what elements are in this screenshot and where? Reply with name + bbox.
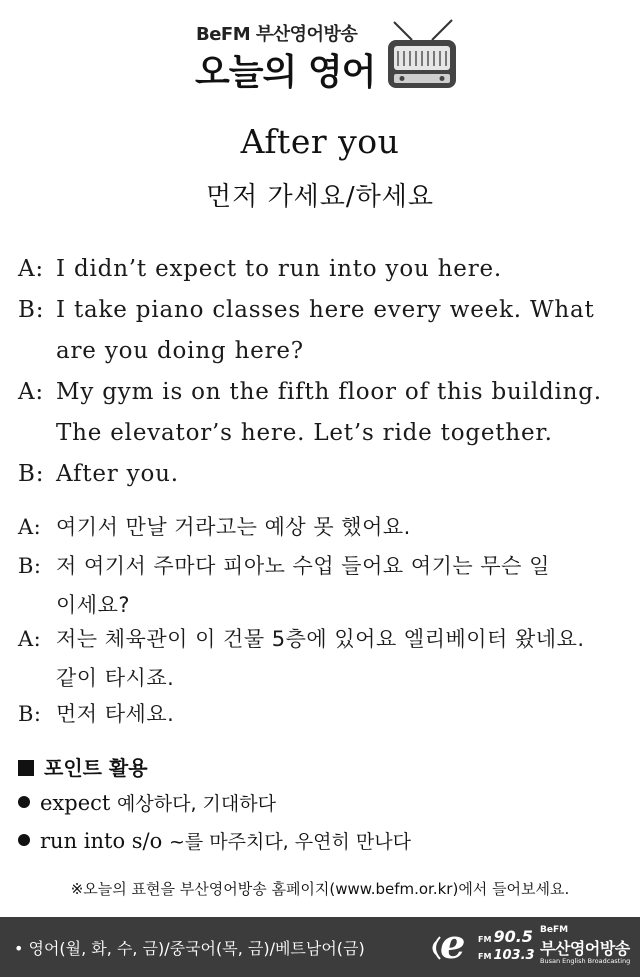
dialogue-text-ko: 같이 타시죠.	[56, 666, 175, 690]
dialogue-text-ko: 저 여기서 주마다 피아노 수업 들어요 여기는 무슨 일	[56, 554, 550, 578]
point-term: expect	[40, 791, 111, 815]
logo-letter: e	[440, 921, 466, 968]
speaker-label: B:	[18, 702, 42, 726]
logo-brand-top: BeFM	[540, 925, 569, 935]
point-heading	[18, 752, 148, 781]
speaker-label: B:	[18, 554, 42, 578]
brand-title: 오늘의 영어	[195, 52, 376, 93]
logo-brand-name: 부산영어방송	[540, 939, 630, 958]
speaker-label: B:	[18, 461, 45, 487]
bullet-icon	[18, 834, 30, 846]
point-meaning: ~를 마주치다, 우연히 만나다	[168, 831, 411, 853]
brand-subtitle: BeFM 부산영어방송	[196, 24, 358, 45]
point-item	[18, 827, 411, 854]
expression-translation: 먼저 가세요/하세요	[206, 182, 434, 212]
point-meaning: 예상하다, 기대하다	[117, 793, 276, 815]
dialogue-text-ko: 이세요?	[56, 593, 131, 617]
dialogue-text: My gym is on the fifth floor of this building.	[56, 379, 602, 405]
point-heading-text: 포인트 활용	[44, 756, 148, 780]
language-schedule: • 영어(월, 화, 수, 금)/중국어(목, 금)/베트남어(금)	[14, 939, 365, 958]
expression-title: After you	[240, 122, 400, 161]
header	[0, 0, 640, 110]
speaker-label: B:	[18, 297, 45, 323]
dialogue-text: I take piano classes here every week. What	[56, 297, 595, 323]
dialogue-text-ko: 여기서 만날 거라고는 예상 못 했어요.	[56, 515, 411, 539]
dialogue-text: The elevator’s here. Let’s ride together.	[56, 420, 553, 446]
point-term: run into s/o	[40, 829, 163, 853]
speaker-label: A:	[18, 515, 42, 539]
dialogue-text: are you doing here?	[56, 338, 304, 364]
speaker-label: A:	[18, 627, 42, 651]
bullet-icon	[18, 796, 30, 808]
point-item	[18, 789, 276, 816]
footer	[0, 917, 640, 977]
speaker-label: A:	[18, 379, 44, 405]
befm-logo	[428, 923, 634, 973]
dialogue-text-ko: 먼저 타세요.	[56, 702, 175, 726]
square-bullet-icon	[18, 760, 34, 776]
dialogue-text: I didn’t expect to run into you here.	[56, 256, 503, 282]
speaker-label: A:	[18, 256, 44, 282]
logo-brand-english: Busan English Broadcasting	[540, 957, 631, 965]
radio-icon	[384, 18, 460, 94]
frequency-1: FM 90.5	[478, 927, 533, 946]
listen-note: ※오늘의 표현을 부산영어방송 홈페이지(www.befm.or.kr)에서 들어보세요.	[70, 880, 570, 898]
dialogue-text: After you.	[56, 461, 179, 487]
frequency-2: FM 103.3	[478, 948, 535, 963]
dialogue-text-ko: 저는 체육관이 이 건물 5층에 있어요 엘리베이터 왔네요.	[56, 627, 585, 651]
